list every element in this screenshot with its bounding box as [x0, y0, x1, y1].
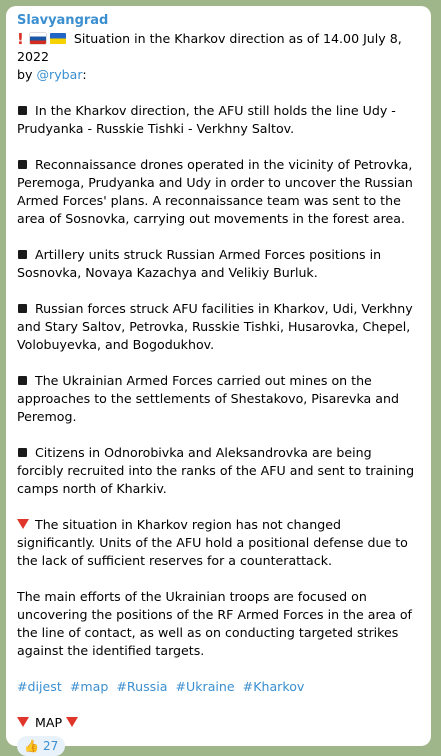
summary-text: The situation in Kharkov region has not changed significantly. Units of the AFU hold a positional defense due to the lack of sufficient reserves for a counterattack. — [17, 517, 408, 568]
paragraph-text: Citizens in Odnorobivka and Aleksandrovka are being forcibly recruited into the ranks of the AFU and sent to training camps north of Kharkiv. — [17, 445, 415, 496]
summary-paragraph — [17, 516, 421, 570]
map-label: MAP — [35, 715, 63, 730]
author-mention-link[interactable]: @rybar — [36, 67, 83, 82]
paragraph-text: Reconnaissance drones operated in the vicinity of Petrovka, Peremoga, Prudyanka and Udy in order to uncover the Russian Armed Forces' plans. A reconnaissance team was sent to the area of Sosnovka, carrying out movements in the forest area. — [17, 157, 413, 226]
paragraph-text: In the Kharkov direction, the AFU still holds the line Udy - Prudyanka - Russkie Tishki - Verkhny Saltov. — [17, 103, 396, 136]
red-triangle-down-icon — [66, 717, 78, 727]
message-header — [17, 30, 421, 84]
red-triangle-down-icon — [17, 519, 29, 529]
ukraine-flag-icon — [50, 33, 66, 44]
by-colon: : — [82, 67, 87, 82]
map-line — [17, 714, 421, 732]
paragraph-text: Russian forces struck AFU facilities in Kharkov, Udi, Verkhny and Stary Saltov, Petrovka, Russkie Tishki, Husarovka, Chepel, Volobuyevka, and Bogodukhov. — [17, 301, 413, 352]
black-square-icon — [18, 376, 27, 385]
black-square-icon — [18, 160, 27, 169]
hashtag-list — [17, 678, 421, 696]
paragraph-1 — [17, 102, 421, 138]
channel-name[interactable]: Slavyangrad — [17, 13, 109, 28]
hashtag-link[interactable]: #Russia — [116, 679, 168, 694]
paragraph-5 — [17, 372, 421, 426]
paragraph-6 — [17, 444, 421, 498]
red-triangle-down-icon — [17, 717, 29, 727]
reaction-button[interactable] — [17, 736, 65, 756]
message-title: Situation in the Kharkov direction as of 14.00 July 8, 2022 — [17, 31, 402, 64]
russia-flag-icon — [30, 33, 46, 44]
thumbs-up-icon: 👍 — [24, 739, 39, 753]
paragraph-4 — [17, 300, 421, 354]
hashtag-link[interactable]: #map — [69, 679, 109, 694]
hashtag-link[interactable]: #dijest — [17, 679, 62, 694]
black-square-icon — [18, 250, 27, 259]
black-square-icon — [18, 448, 27, 457]
paragraph-text: The Ukrainian Armed Forces carried out mines on the approaches to the settlements of Shestakovo, Pisarevka and Peremog. — [17, 373, 399, 424]
reaction-count: 27 — [42, 739, 59, 753]
black-square-icon — [18, 304, 27, 313]
hashtag-link[interactable]: #Kharkov — [242, 679, 305, 694]
message-bubble — [6, 6, 431, 753]
exclamation-icon: ! — [17, 30, 24, 48]
by-prefix: by — [17, 67, 37, 82]
black-square-icon — [18, 106, 27, 115]
hashtag-link[interactable]: #Ukraine — [175, 679, 235, 694]
paragraph-2 — [17, 156, 421, 228]
paragraph-text: Artillery units struck Russian Armed Forces positions in Sosnovka, Novaya Kazachya and Velikiy Burluk. — [17, 247, 382, 280]
paragraph-3 — [17, 246, 421, 282]
main-efforts-paragraph: The main efforts of the Ukrainian troops are focused on uncovering the positions of the RF Armed Forces in the area of the line of contact, as well as on conducting targeted strikes against the identified targets. — [17, 589, 412, 658]
